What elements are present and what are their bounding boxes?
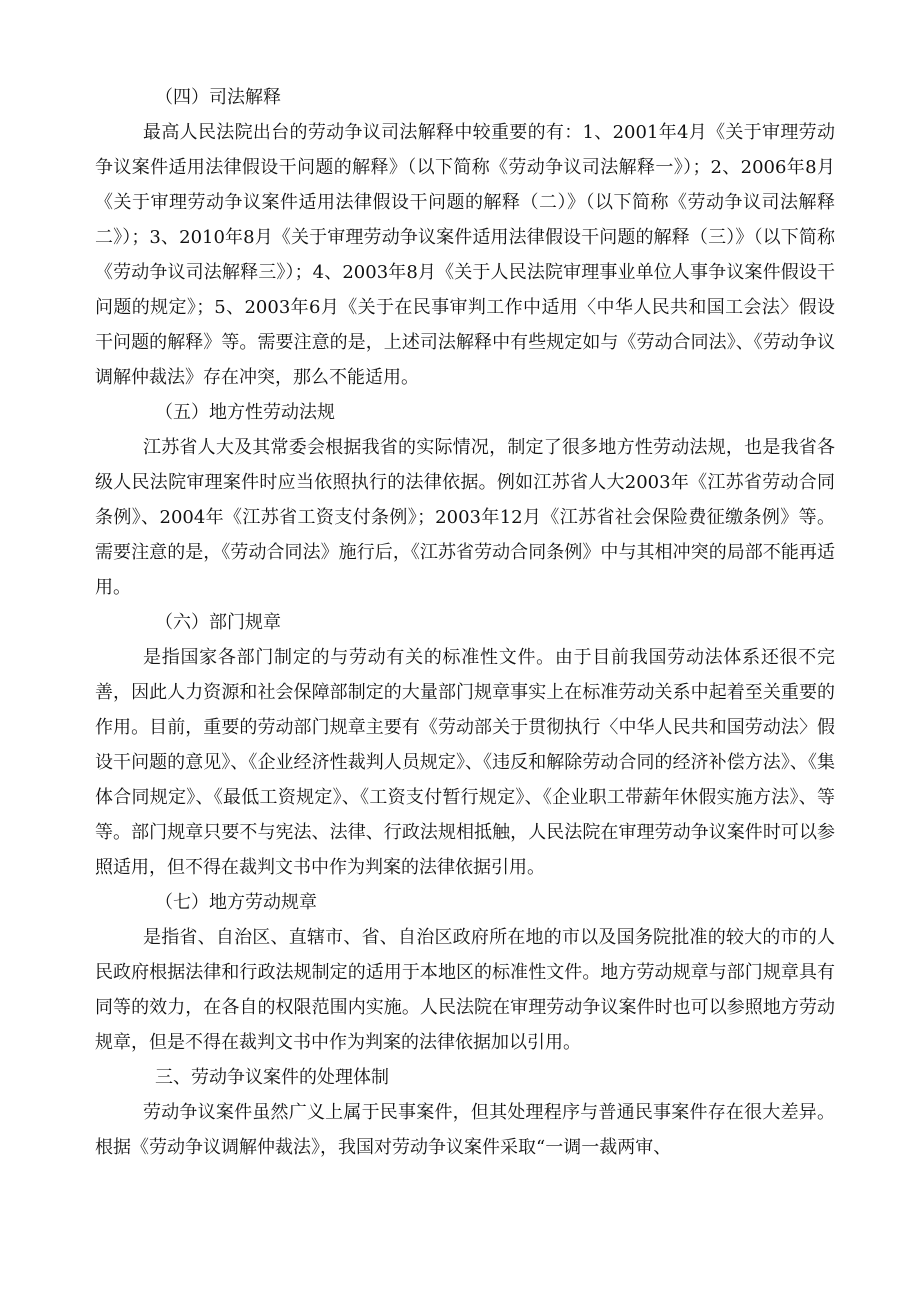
paragraph-local-labor-rules: 是指省、自治区、直辖市、省、自治区政府所在地的市以及国务院批准的较大的市的人民政府根据法律和行政法规制定的适用于本地区的标准性文件。地方劳动规章与部门规章具有同等的效力，在各自的权限范围内实施。人民法院在审理劳动争议案件时也可以参照地方劳动规章，但是不得在裁判文书中作为判案的法律依据加以引用。 <box>95 927 835 1053</box>
paragraph-department-rules: 是指国家各部门制定的与劳动有关的标准性文件。由于目前我国劳动法体系还很不完善，因此人力资源和社会保障部制定的大量部门规章事实上在标准劳动关系中起着至关重要的作用。目前，重要的劳动部门规章主要有《劳动部关于贯彻执行〈中华人民共和国劳动法〉假设干问题的意见》、《企业经济性裁判人员规定》、《违反和解除劳动合同的经济补偿方法》、《集体合同规定》、《最低工资规定》、《工资支付暂行规定》、《企业职工带薪年休假实施方法》、等等。部门规章只要不与宪法、法律、行政法规相抵触，人民法院在审理劳动争议案件时可以参照适用，但不得在裁判文书中作为判案的法律依据引用。 <box>95 647 835 878</box>
document-body <box>95 80 835 1165</box>
paragraph-dispute-handling-system: 劳动争议案件虽然广义上属于民事案件，但其处理程序与普通民事案件存在很大差异。根据《劳动争议调解仲裁法》，我国对劳动争议案件采取“一调一裁两审、 <box>95 1102 835 1158</box>
section-heading-judicial-interpretation: （四）司法解释 <box>155 87 281 108</box>
paragraph-local-labor-regulations: 江苏省人大及其常委会根据我省的实际情况，制定了很多地方性劳动法规，也是我省各级人民法院审理案件时应当依照执行的法律依据。例如江苏省人大2003年《江苏省劳动合同条例》、2004年《江苏省工资支付条例》；2003年12月《江苏省社会保险费征缴条例》等。需要注意的是，《劳动合同法》施行后，《江苏省劳动合同条例》中与其相冲突的局部不能再适用。 <box>95 437 835 598</box>
section-heading-local-labor-rules: （七）地方劳动规章 <box>155 892 317 913</box>
section-heading-department-rules: （六）部门规章 <box>155 612 281 633</box>
paragraph-judicial-interpretation: 最高人民法院出台的劳动争议司法解释中较重要的有：1、2001年4月《关于审理劳动争议案件适用法律假设干问题的解释》（以下简称《劳动争议司法解释一》）；2、2006年8月《关于审理劳动争议案件适用法律假设干问题的解释（二）》（以下简称《劳动争议司法解释二》）；3、2010年8月《关于审理劳动争议案件适用法律假设干问题的解释（三）》（以下简称《劳动争议司法解释三》）；4、2003年8月《关于人民法院审理事业单位人事争议案件假设干问题的规定》；5、2003年6月《关于在民事审判工作中适用〈中华人民共和国工会法〉假设干问题的解释》等。需要注意的是，上述司法解释中有些规定如与《劳动合同法》、《劳动争议调解仲裁法》存在冲突，那么不能适用。 <box>95 122 835 388</box>
section-heading-dispute-handling-system: 三、劳动争议案件的处理体制 <box>155 1067 389 1088</box>
section-heading-local-labor-regulations: （五）地方性劳动法规 <box>155 402 335 423</box>
